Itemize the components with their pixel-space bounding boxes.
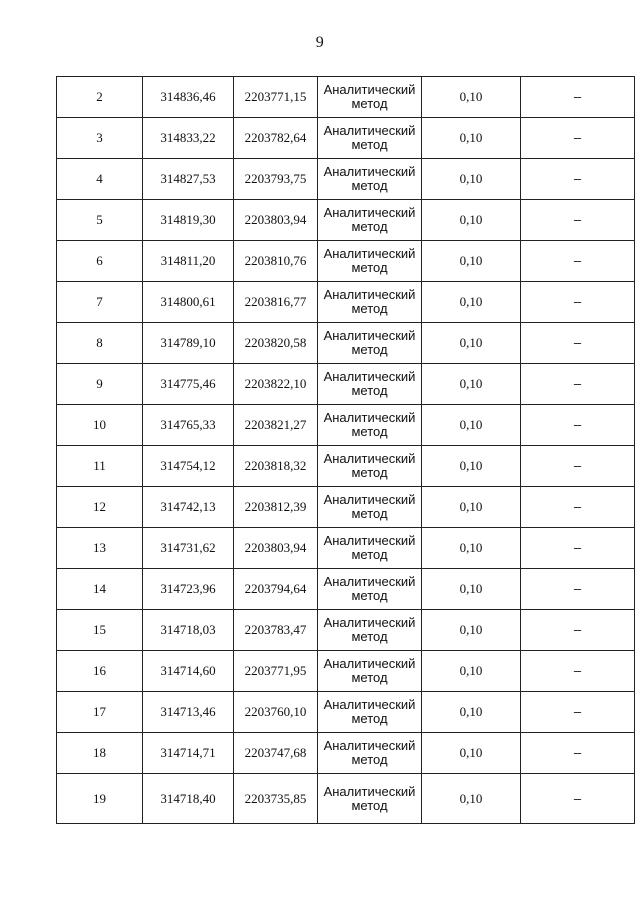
determination-method	[318, 118, 422, 159]
determination-method	[318, 528, 422, 569]
method-line-2: метод	[351, 342, 388, 357]
accuracy: 0,10	[422, 692, 521, 733]
table-row	[57, 774, 635, 824]
table-row	[57, 446, 635, 487]
coordinate-y: 2203735,85	[234, 774, 318, 824]
point-number: 6	[57, 241, 143, 282]
method-line-1: Аналитический	[323, 82, 416, 97]
table-row	[57, 651, 635, 692]
method-line-2: метод	[351, 711, 388, 726]
coordinate-x: 314714,71	[143, 733, 234, 774]
method-line-2: метод	[351, 219, 388, 234]
coordinate-y: 2203794,64	[234, 569, 318, 610]
determination-method	[318, 487, 422, 528]
table-row	[57, 77, 635, 118]
point-number: 15	[57, 610, 143, 651]
method-line-1: Аналитический	[323, 783, 416, 799]
accuracy: 0,10	[422, 405, 521, 446]
coordinate-y: 2203783,47	[234, 610, 318, 651]
table-row	[57, 323, 635, 364]
point-number: 9	[57, 364, 143, 405]
table-row	[57, 569, 635, 610]
method-line-2: метод	[351, 178, 388, 193]
method-line-1: Аналитический	[323, 410, 416, 425]
table-row	[57, 610, 635, 651]
point-number: 11	[57, 446, 143, 487]
method-line-1: Аналитический	[323, 164, 416, 179]
coordinate-y: 2203810,76	[234, 241, 318, 282]
method-line-2: метод	[351, 588, 388, 603]
method-line-1: Аналитический	[323, 615, 416, 630]
method-line-2: метод	[351, 797, 388, 813]
note: –	[521, 364, 635, 405]
coordinate-x: 314713,46	[143, 692, 234, 733]
accuracy: 0,10	[422, 569, 521, 610]
coordinate-x: 314723,96	[143, 569, 234, 610]
coordinate-x: 314754,12	[143, 446, 234, 487]
coordinate-y: 2203771,15	[234, 77, 318, 118]
table-row	[57, 241, 635, 282]
note: –	[521, 200, 635, 241]
note: –	[521, 405, 635, 446]
coordinate-x: 314714,60	[143, 651, 234, 692]
table-row	[57, 364, 635, 405]
table-row	[57, 200, 635, 241]
method-line-2: метод	[351, 383, 388, 398]
method-line-2: метод	[351, 629, 388, 644]
determination-method	[318, 77, 422, 118]
coordinate-y: 2203771,95	[234, 651, 318, 692]
coordinate-y: 2203760,10	[234, 692, 318, 733]
accuracy: 0,10	[422, 446, 521, 487]
point-number: 8	[57, 323, 143, 364]
table-row	[57, 528, 635, 569]
method-line-2: метод	[351, 96, 388, 111]
coordinate-x: 314789,10	[143, 323, 234, 364]
coordinate-y: 2203747,68	[234, 733, 318, 774]
note: –	[521, 733, 635, 774]
determination-method	[318, 241, 422, 282]
point-number: 19	[57, 774, 143, 824]
point-number: 2	[57, 77, 143, 118]
accuracy: 0,10	[422, 77, 521, 118]
note: –	[521, 610, 635, 651]
note: –	[521, 651, 635, 692]
method-line-1: Аналитический	[323, 656, 416, 671]
method-line-2: метод	[351, 260, 388, 275]
method-line-1: Аналитический	[323, 328, 416, 343]
note: –	[521, 323, 635, 364]
accuracy: 0,10	[422, 323, 521, 364]
accuracy: 0,10	[422, 159, 521, 200]
method-line-2: метод	[351, 465, 388, 480]
coordinate-x: 314775,46	[143, 364, 234, 405]
coordinate-x: 314800,61	[143, 282, 234, 323]
note: –	[521, 241, 635, 282]
method-line-2: метод	[351, 752, 388, 767]
method-line-1: Аналитический	[323, 697, 416, 712]
method-line-2: метод	[351, 301, 388, 316]
method-line-1: Аналитический	[323, 492, 416, 507]
coordinate-y: 2203782,64	[234, 118, 318, 159]
point-number: 3	[57, 118, 143, 159]
coordinate-y: 2203816,77	[234, 282, 318, 323]
determination-method	[318, 651, 422, 692]
point-number: 17	[57, 692, 143, 733]
coordinate-x: 314718,40	[143, 774, 234, 824]
table-row	[57, 733, 635, 774]
determination-method	[318, 200, 422, 241]
method-line-2: метод	[351, 137, 388, 152]
method-line-2: метод	[351, 670, 388, 685]
table-row	[57, 487, 635, 528]
accuracy: 0,10	[422, 610, 521, 651]
method-line-2: метод	[351, 547, 388, 562]
note: –	[521, 528, 635, 569]
determination-method	[318, 733, 422, 774]
accuracy: 0,10	[422, 528, 521, 569]
coordinate-y: 2203822,10	[234, 364, 318, 405]
point-number: 12	[57, 487, 143, 528]
method-line-2: метод	[351, 424, 388, 439]
coordinate-x: 314811,20	[143, 241, 234, 282]
point-number: 18	[57, 733, 143, 774]
table-row	[57, 159, 635, 200]
determination-method	[318, 364, 422, 405]
accuracy: 0,10	[422, 774, 521, 824]
note: –	[521, 77, 635, 118]
determination-method	[318, 282, 422, 323]
page-number: 9	[315, 34, 325, 51]
note: –	[521, 774, 635, 824]
method-line-1: Аналитический	[323, 533, 416, 548]
coordinate-x: 314819,30	[143, 200, 234, 241]
coordinate-y: 2203818,32	[234, 446, 318, 487]
determination-method	[318, 692, 422, 733]
note: –	[521, 569, 635, 610]
coordinate-x: 314827,53	[143, 159, 234, 200]
determination-method	[318, 405, 422, 446]
accuracy: 0,10	[422, 364, 521, 405]
method-line-1: Аналитический	[323, 574, 416, 589]
determination-method	[318, 323, 422, 364]
note: –	[521, 446, 635, 487]
table-row	[57, 282, 635, 323]
note: –	[521, 159, 635, 200]
determination-method	[318, 610, 422, 651]
coordinate-y: 2203821,27	[234, 405, 318, 446]
accuracy: 0,10	[422, 651, 521, 692]
accuracy: 0,10	[422, 241, 521, 282]
coordinate-y: 2203803,94	[234, 200, 318, 241]
point-number: 14	[57, 569, 143, 610]
coordinate-x: 314833,22	[143, 118, 234, 159]
point-number: 13	[57, 528, 143, 569]
method-line-1: Аналитический	[323, 246, 416, 261]
coordinate-y: 2203820,58	[234, 323, 318, 364]
accuracy: 0,10	[422, 200, 521, 241]
coordinate-x: 314731,62	[143, 528, 234, 569]
method-line-1: Аналитический	[323, 287, 416, 302]
accuracy: 0,10	[422, 118, 521, 159]
coordinate-x: 314718,03	[143, 610, 234, 651]
accuracy: 0,10	[422, 733, 521, 774]
note: –	[521, 282, 635, 323]
coordinates-table	[56, 76, 635, 824]
method-line-1: Аналитический	[323, 451, 416, 466]
determination-method	[318, 159, 422, 200]
method-line-1: Аналитический	[323, 738, 416, 753]
point-number: 7	[57, 282, 143, 323]
table-row	[57, 692, 635, 733]
point-number: 4	[57, 159, 143, 200]
coordinate-x: 314836,46	[143, 77, 234, 118]
coordinate-x: 314742,13	[143, 487, 234, 528]
determination-method	[318, 569, 422, 610]
coordinate-y: 2203812,39	[234, 487, 318, 528]
point-number: 16	[57, 651, 143, 692]
coordinate-x: 314765,33	[143, 405, 234, 446]
note: –	[521, 118, 635, 159]
method-line-1: Аналитический	[323, 205, 416, 220]
coordinate-y: 2203793,75	[234, 159, 318, 200]
point-number: 5	[57, 200, 143, 241]
point-number: 10	[57, 405, 143, 446]
table-row	[57, 405, 635, 446]
method-line-2: метод	[351, 506, 388, 521]
accuracy: 0,10	[422, 282, 521, 323]
method-line-1: Аналитический	[323, 369, 416, 384]
determination-method	[318, 774, 422, 824]
coordinate-y: 2203803,94	[234, 528, 318, 569]
note: –	[521, 487, 635, 528]
determination-method	[318, 446, 422, 487]
table-row	[57, 118, 635, 159]
note: –	[521, 692, 635, 733]
method-line-1: Аналитический	[323, 123, 416, 138]
accuracy: 0,10	[422, 487, 521, 528]
